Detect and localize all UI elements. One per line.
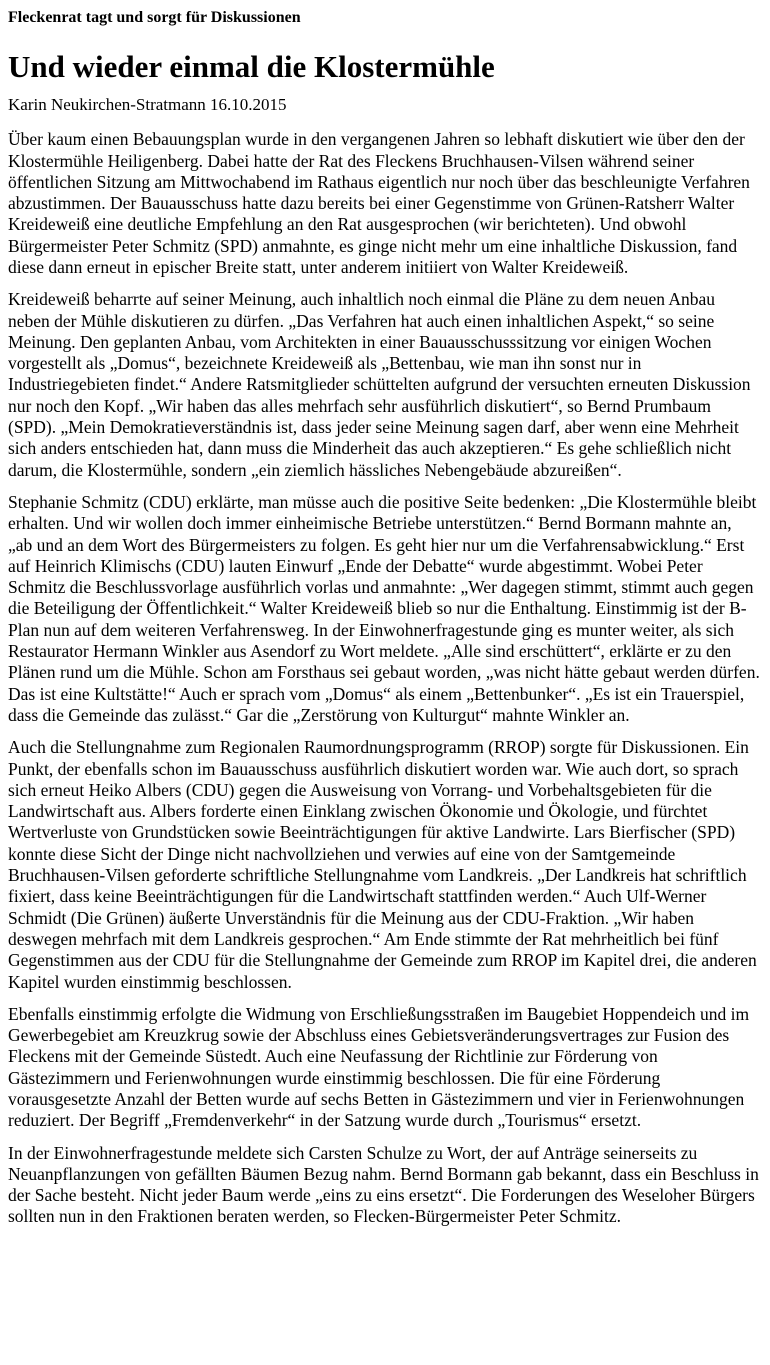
article-byline: Karin Neukirchen-Stratmann 16.10.2015	[8, 94, 287, 114]
article-paragraph: Kreideweiß beharrte auf seiner Meinung, auch inhaltlich noch einmal die Pläne zu dem neuen Anbau neben der Mühle diskutieren zu dürfen. „Das Verfahren hat auch einen inhaltlichen Aspekt,“ so seine Meinung. Den geplanten Anbau, vom Architekten in einer Bauausschusssitzung vor einigen Wochen vorgestellt als „Domus“, bezeichnete Kreideweiß als „Bettenbau, wie man ihn sonst nur in Industriegebieten findet.“ Andere Ratsmitglieder schüttelten aufgrund der versuchten erneuten Diskussion nur noch den Kopf. „Wir haben das alles mehrfach sehr ausführlich diskutiert“, so Bernd Prumbaum (SPD). „Mein Demokratieverständnis ist, dass jeder seine Meinung sagen darf, aber wenn eine Mehrheit sich anders entschieden hat, dann muss die Minderheit das auch akzeptieren.“ Es gehe schließlich nicht darum, die Klostermühle, sondern „ein ziemlich hässliches Nebengebäude abzureißen“.	[8, 289, 751, 480]
page-title: Und wieder einmal die Klostermühle	[8, 49, 495, 85]
article-paragraph: Stephanie Schmitz (CDU) erklärte, man müsse auch die positive Seite bedenken: „Die Klostermühle bleibt erhalten. Und wir wollen doch immer einheimische Betriebe unterstützen.“ Bernd Bormann mahnte an, „ab und an dem Wort des Bürgermeisters zu folgen. Es geht hier nur um die Verfahrensabwicklung.“ Erst auf Heinrich Klimischs (CDU) lauten Einwurf „Ende der Debatte“ wurde abgestimmt. Wobei Peter Schmitz die Beschlussvorlage ausführlich vorlas und anmahnte: „Wer dagegen stimmt, stimmt auch gegen die Beteiligung der Öffentlichkeit.“ Walter Kreideweiß blieb so nur die Enthaltung. Einstimmig ist der B-Plan nun auf dem weiteren Verfahrensweg. In der Einwohnerfragestunde ging es munter weiter, als sich Restaurator Hermann Winkler aus Asendorf zu Wort meldete. „Alle sind erschüttert“, erklärte er zu den Plänen rund um die Mühle. Schon am Forsthaus sei gebaut worden, „was nicht hätte gebaut werden dürfen. Das ist eine Kultstätte!“ Auch er sprach vom „Domus“ als einem „Bettenbunker“. „Es ist ein Trauerspiel, dass die Gemeinde das zulässt.“ Gar die „Zerstörung von Kulturgut“ mahnte Winkler an.	[8, 491, 760, 725]
article-kicker: Fleckenrat tagt und sorgt für Diskussionen	[8, 9, 301, 26]
article-paragraph: Auch die Stellungnahme zum Regionalen Raumordnungsprogramm (RROP) sorgte für Diskussionen. Ein Punkt, der ebenfalls schon im Bauausschuss ausführlich diskutiert worden war. Wie auch dort, so sprach sich erneut Heiko Albers (CDU) gegen die Ausweisung von Vorrang- und Vorbehaltsgebieten für die Landwirtschaft aus. Albers forderte einen Einklang zwischen Ökonomie und Ökologie, und fürchtet Wertverluste von Grundstücken sowie Beeinträchtigungen für aktive Landwirte. Lars Bierfischer (SPD) konnte diese Sicht der Dinge nicht nachvollziehen und verwies auf eine von der Samtgemeinde Bruchhausen-Vilsen geforderte schriftliche Stellungnahme vom Landkreis. „Der Landkreis hat schriftlich fixiert, dass keine Beeinträchtigungen für die Landwirtschaft stattfinden werden.“ Auch Ulf-Werner Schmidt (Die Grünen) äußerte Unverständnis für die Meinung aus der CDU-Fraktion. „Wir haben deswegen mehrfach mit dem Landkreis gesprochen.“ Am Ende stimmte der Rat mehrheitlich bei fünf Gegenstimmen aus der CDU für die Stellungnahme der Gemeinde zum RROP im Kapitel drei, die anderen Kapitel wurden einstimmig beschlossen.	[8, 737, 757, 992]
article-paragraph: Über kaum einen Bebauungsplan wurde in den vergangenen Jahren so lebhaft diskutiert wie über den der Klostermühle Heiligenberg. Dabei hatte der Rat des Fleckens Bruchhausen-Vilsen während seiner öffentlichen Sitzung am Mittwochabend im Rathaus eigentlich nur noch über das beschleunigte Verfahren abzustimmen. Der Bauausschuss hatte dazu bereits bei einer Gegenstimme von Grünen-Ratsherr Walter Kreideweiß eine deutliche Empfehlung an den Rat ausgesprochen (wir berichteten). Und obwohl Bürgermeister Peter Schmitz (SPD) anmahnte, es ginge nicht mehr um eine inhaltliche Diskussion, fand diese dann erneut in epischer Breite statt, unter anderem initiiert von Walter Kreideweiß.	[8, 129, 750, 277]
article-paragraph: In der Einwohnerfragestunde meldete sich Carsten Schulze zu Wort, der auf Anträge seinerseits zu Neuanpflanzungen von gefällten Bäumen Bezug nahm. Bernd Bormann gab bekannt, dass ein Beschluss in der Sache besteht. Nicht jeder Baum werde „eins zu eins ersetzt“. Die Forderungen des Weseloher Bürgers sollten nun in den Fraktionen beraten werden, so Flecken-Bürgermeister Peter Schmitz.	[8, 1142, 759, 1227]
article-paragraph: Ebenfalls einstimmig erfolgte die Widmung von Erschließungsstraßen im Baugebiet Hoppendeich und im Gewerbegebiet am Kreuzkrug sowie der Abschluss eines Gebietsveränderungsvertrages zur Fusion des Fleckens mit der Gemeinde Süstedt. Auch eine Neufassung der Richtlinie zur Förderung von Gästezimmern und Ferienwohnungen wurde einstimmig beschlossen. Die für eine Förderung vorausgesetzte Anzahl der Betten wurde auf sechs Betten in Gästezimmern und vier in Ferienwohnungen reduziert. Der Begriff „Fremdenverkehr“ in der Satzung wurde durch „Tourismus“ ersetzt.	[8, 1003, 750, 1131]
